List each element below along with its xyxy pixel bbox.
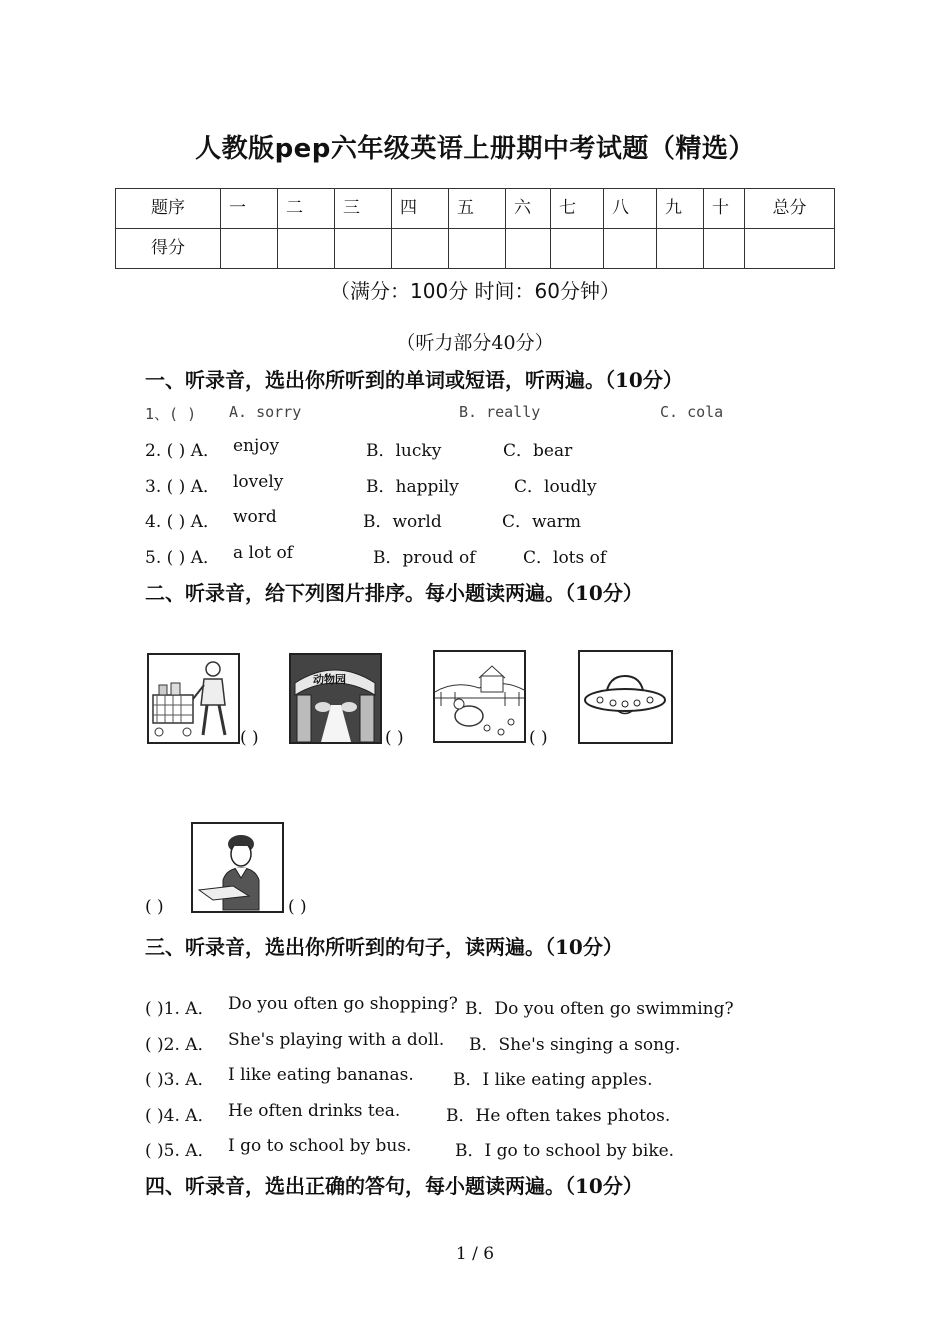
- section4-heading: 四、听录音，选出正确的答句，每小题读两遍。（10分）: [145, 1174, 643, 1198]
- zoo-sign-text: 动物园: [313, 673, 346, 686]
- answer-blank[interactable]: ( ): [145, 897, 164, 917]
- score-table-score-row: [116, 229, 835, 269]
- s1-q1-option-a: A. sorry: [229, 403, 302, 421]
- shopping-cart-picture: [147, 653, 240, 744]
- s3-q3-option-b: B．I like eating apples.: [453, 1070, 653, 1090]
- s1-q4-option-a: word: [233, 507, 277, 527]
- score-cell[interactable]: [392, 229, 449, 269]
- answer-blank[interactable]: ( ): [385, 728, 404, 748]
- cell-section-5: 五: [449, 189, 506, 229]
- s3-q3-option-a: I like eating bananas.: [228, 1065, 414, 1085]
- s3-q4-option-b: B．He often takes photos.: [446, 1106, 671, 1126]
- answer-blank[interactable]: ( ): [529, 728, 548, 748]
- farm-icon: [435, 652, 524, 741]
- s1-q1-option-b: B. really: [459, 403, 541, 421]
- score-table: [115, 188, 835, 269]
- full-score-note: （满分：100分 时间：60分钟）: [330, 279, 620, 303]
- score-cell[interactable]: [604, 229, 657, 269]
- s1-q5-option-c: C．lots of: [523, 548, 607, 568]
- cell-section-1: 一: [221, 189, 278, 229]
- cell-order-label: 题序: [116, 189, 221, 229]
- section3-heading: 三、听录音，选出你所听到的句子，读两遍。（10分）: [145, 935, 623, 959]
- woman-reading-icon: [193, 824, 282, 911]
- s3-q5-number: ( )5. A．: [145, 1141, 215, 1161]
- s1-q4-number: 4. ( ) A．: [145, 512, 220, 532]
- s1-q4-option-c: C．warm: [502, 512, 581, 532]
- zoo-picture: [289, 653, 382, 744]
- score-cell[interactable]: [704, 229, 745, 269]
- ufo-picture: [578, 650, 673, 744]
- s1-q3-option-b: B．happily: [366, 477, 459, 497]
- s3-q2-option-a: She's playing with a doll.: [228, 1030, 445, 1050]
- section1-heading: 一、听录音，选出你所听到的单词或短语，听两遍。（10分）: [145, 368, 683, 392]
- s1-q2-option-a: enjoy: [233, 436, 280, 456]
- s1-q3-option-a: lovely: [233, 472, 284, 492]
- s1-q5-option-a: a lot of: [233, 543, 293, 563]
- woman-reading-picture: [191, 822, 284, 913]
- score-cell[interactable]: [657, 229, 704, 269]
- zoo-gate-icon: [291, 655, 380, 742]
- cell-section-4: 四: [392, 189, 449, 229]
- s3-q3-number: ( )3. A．: [145, 1070, 215, 1090]
- cell-section-9: 九: [657, 189, 704, 229]
- score-cell[interactable]: [278, 229, 335, 269]
- s3-q4-number: ( )4. A．: [145, 1106, 215, 1126]
- s3-q2-number: ( )2. A．: [145, 1035, 215, 1055]
- score-cell[interactable]: [745, 229, 835, 269]
- cell-section-2: 二: [278, 189, 335, 229]
- page-title: 人教版pep六年级英语上册期中考试题（精选）: [195, 134, 755, 164]
- s3-q4-option-a: He often drinks tea.: [228, 1101, 401, 1121]
- s3-q2-option-b: B．She's singing a song.: [469, 1035, 681, 1055]
- s1-q5-option-b: B．proud of: [373, 548, 476, 568]
- cell-section-8: 八: [604, 189, 657, 229]
- listening-part-label: （听力部分40分）: [396, 332, 554, 354]
- s1-q2-number: 2. ( ) A．: [145, 441, 220, 461]
- s1-q2-option-b: B．lucky: [366, 441, 442, 461]
- s3-q5-option-b: B．I go to school by bike.: [455, 1141, 675, 1161]
- cell-section-10: 十: [704, 189, 745, 229]
- s3-q1-number: ( )1. A．: [145, 999, 215, 1019]
- score-table-header-row: [116, 189, 835, 229]
- answer-blank[interactable]: ( ): [288, 897, 307, 917]
- s1-q1-option-c: C. cola: [660, 403, 724, 421]
- cell-section-7: 七: [551, 189, 604, 229]
- cell-total-label: 总分: [745, 189, 835, 229]
- score-cell[interactable]: [551, 229, 604, 269]
- s3-q1-option-b: B．Do you often go swimming?: [465, 999, 734, 1019]
- score-cell[interactable]: [335, 229, 392, 269]
- score-cell[interactable]: [221, 229, 278, 269]
- s1-q2-option-c: C．bear: [503, 441, 573, 461]
- ufo-icon: [580, 652, 671, 742]
- cell-score-label: 得分: [116, 229, 221, 269]
- answer-blank[interactable]: ( ): [240, 728, 259, 748]
- cell-section-3: 三: [335, 189, 392, 229]
- s1-q3-number: 3. ( ) A．: [145, 477, 220, 497]
- page-number: 1 / 6: [455, 1244, 495, 1264]
- s3-q1-option-a: Do you often go shopping?: [228, 994, 458, 1014]
- s1-q5-number: 5. ( ) A．: [145, 548, 220, 568]
- s1-q1-number: 1、( ): [145, 405, 197, 423]
- score-cell[interactable]: [449, 229, 506, 269]
- s1-q4-option-b: B．world: [363, 512, 442, 532]
- s3-q5-option-a: I go to school by bus.: [228, 1136, 412, 1156]
- section2-heading: 二、听录音，给下列图片排序。每小题读两遍。（10分）: [145, 581, 643, 605]
- shopping-cart-man-icon: [149, 655, 238, 742]
- cell-section-6: 六: [506, 189, 551, 229]
- farm-picture: [433, 650, 526, 743]
- s1-q3-option-c: C．loudly: [514, 477, 597, 497]
- score-cell[interactable]: [506, 229, 551, 269]
